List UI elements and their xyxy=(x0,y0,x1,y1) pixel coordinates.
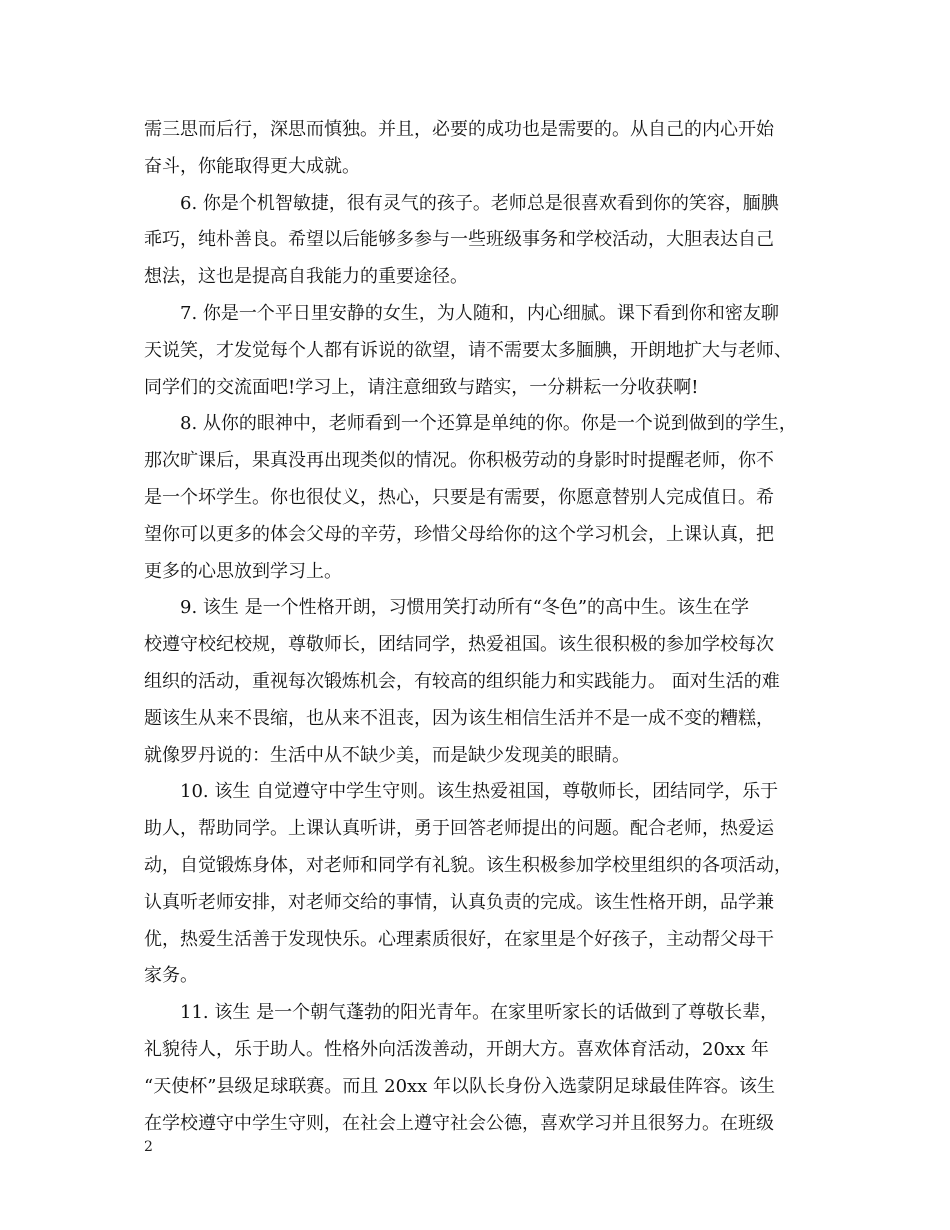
text-line: 礼貌待人，乐于助人。性格外向活泼善动，开朗大方。喜欢体育活动，20xx 年 xyxy=(144,1038,769,1060)
text-line: 题该生从来不畏缩，也从来不沮丧，因为该生相信生活并不是一成不变的糟糕， xyxy=(144,707,774,729)
text-line: 7. 你是一个平日里安静的女生，为人随和，内心细腻。课下看到你和密友聊 xyxy=(180,302,779,324)
page-number: 2 xyxy=(144,1139,153,1155)
paragraph-item-11 xyxy=(144,995,824,1142)
text-line: 奋斗，你能取得更大成就。 xyxy=(144,155,360,177)
text-line: 是一个坏学生。你也很仗义，热心，只要是有需要，你愿意替别人完成值日。希 xyxy=(144,486,774,508)
text-line: 优，热爱生活善于发现快乐。心理素质很好，在家里是个好孩子，主动帮父母干 xyxy=(144,928,774,950)
paragraph-item-7 xyxy=(144,296,824,406)
text-line: 9. 该生 是一个性格开朗，习惯用笑打动所有“冬色”的高中生。该生在学 xyxy=(180,597,750,619)
text-line: 乖巧，纯朴善良。希望以后能够多参与一些班级事务和学校活动，大胆表达自己 xyxy=(144,229,774,251)
paragraph-item-10 xyxy=(144,774,824,995)
text-line: 助人，帮助同学。上课认真听讲，勇于回答老师提出的问题。配合老师，热爱运 xyxy=(144,818,774,840)
paragraph-continuation xyxy=(144,112,824,186)
text-line: 认真听老师安排，对老师交给的事情，认真负责的完成。该生性格开朗，品学兼 xyxy=(144,891,774,913)
text-line: 那次旷课后，果真没再出现类似的情况。你积极劳动的身影时时提醒老师，你不 xyxy=(144,450,774,472)
text-line: 在学校遵守中学生守则，在社会上遵守社会公德，喜欢学习并且很努力。在班级 xyxy=(144,1112,774,1134)
paragraph-item-9 xyxy=(144,590,824,774)
text-line: 家务。 xyxy=(144,965,198,987)
document-body xyxy=(144,112,824,1142)
text-line: 动，自觉锻炼身体，对老师和同学有礼貌。该生积极参加学校里组织的各项活动， xyxy=(144,854,792,876)
text-line: 天说笑，才发觉每个人都有诉说的欲望，请不需要太多腼腆，开朗地扩大与老师、 xyxy=(144,339,792,361)
text-line: 需三思而后行，深思而慎独。并且，必要的成功也是需要的。从自己的内心开始 xyxy=(144,119,774,140)
text-line: 望你可以更多的体会父母的辛劳，珍惜父母给你的这个学习机会，上课认真，把 xyxy=(144,523,774,545)
paragraph-item-6 xyxy=(144,186,824,296)
text-line: 就像罗丹说的：生活中从不缺少美，而是缺少发现美的眼睛。 xyxy=(144,744,630,766)
text-line: 组织的活动，重视每次锻炼机会，有较高的组织能力和实践能力。 面对生活的难 xyxy=(144,670,780,692)
text-line: 想法，这也是提高自我能力的重要途径。 xyxy=(144,266,468,288)
paragraph-item-8 xyxy=(144,406,824,590)
text-line: “天使杯”县级足球联赛。而且 20xx 年以队长身份入选蒙阴足球最佳阵容。该生 xyxy=(144,1075,776,1097)
text-line: 11. 该生 是一个朝气蓬勃的阳光青年。在家里听家长的话做到了尊敬长辈， xyxy=(180,1002,779,1024)
text-line: 校遵守校纪校规，尊敬师长，团结同学，热爱祖国。该生很积极的参加学校每次 xyxy=(144,634,774,656)
text-line: 6. 你是个机智敏捷，很有灵气的孩子。老师总是很喜欢看到你的笑容，腼腆 xyxy=(180,192,779,214)
text-line: 8. 从你的眼神中，老师看到一个还算是单纯的你。你是一个说到做到的学生， xyxy=(180,413,797,435)
text-line: 10. 该生 自觉遵守中学生守则。该生热爱祖国，尊敬师长，团结同学，乐于 xyxy=(180,781,779,803)
text-line: 同学们的交流面吧!学习上，请注意细致与踏实，一分耕耘一分收获啊! xyxy=(144,376,699,398)
text-line: 更多的心思放到学习上。 xyxy=(144,560,342,582)
